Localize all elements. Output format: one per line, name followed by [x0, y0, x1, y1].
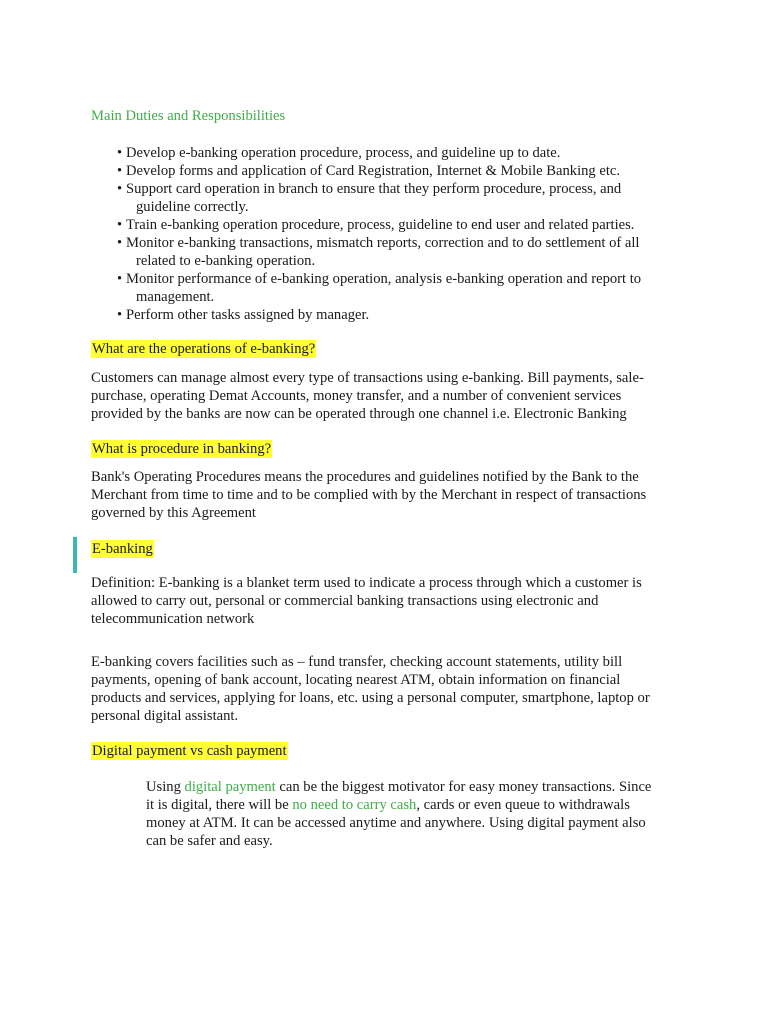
operations-paragraph: Customers can manage almost every type of transactions using e-banking. Bill payments, sale- purchase, operating Demat Accounts, money transfer, and a number of convenient services provided by the banks are now can be operated through one channel i.e. Electronic Banking — [91, 370, 644, 422]
bullet-icon: • — [117, 271, 123, 287]
bullet-icon: • — [117, 217, 123, 233]
facilities-paragraph: E-banking covers facilities such as – fund transfer, checking account statements, utility bill payments, opening of bank account, locating nearest ATM, obtain information on financial products and services, applying for loans, etc. using a personal computer, smartphone, laptop or personal digital assistant. — [91, 654, 650, 724]
procedure-paragraph: Bank's Operating Procedures means the procedures and guidelines notified by the Bank to the Merchant from time to time and to be complied with by the Merchant in respect of transactions governed by this Agreement — [91, 469, 647, 521]
digital-payment-paragraph: Using digital payment can be the biggest motivator for easy money transactions. Since it is digital, there will be no need to carry cash, cards or even queue to withdrawals money at ATM. It can be accessed anytime and anywhere. Using digital payment also can be safer and easy. — [146, 779, 652, 849]
section-marker-bar — [73, 537, 77, 573]
list-item: • Perform other tasks assigned by manager. — [117, 307, 370, 323]
no-cash-highlight: no need to carry cash — [292, 797, 417, 813]
list-item: • Develop e-banking operation procedure, process, and guideline up to date. — [117, 145, 561, 161]
bullet-icon: • — [117, 145, 123, 161]
list-item: • Monitor performance of e-banking operation, analysis e-banking operation and report to management. — [117, 271, 642, 305]
bullet-icon: • — [117, 163, 123, 179]
list-item: • Develop forms and application of Card Registration, Internet & Mobile Banking etc. — [117, 163, 621, 179]
list-item: • Train e-banking operation procedure, process, guideline to end user and related parties. — [117, 217, 635, 233]
bullet-icon: • — [117, 181, 123, 197]
digital-vs-cash-heading: Digital payment vs cash payment — [92, 743, 287, 759]
bullet-icon: • — [117, 235, 123, 251]
digital-payment-highlight: digital payment — [184, 779, 276, 795]
list-item: • Support card operation in branch to ensure that they perform procedure, process, and guideline correctly. — [117, 181, 622, 215]
question-operations-heading: What are the operations of e-banking? — [92, 341, 316, 357]
main-duties-heading: Main Duties and Responsibilities — [91, 108, 286, 124]
duties-list — [91, 144, 681, 324]
list-item: • Monitor e-banking transactions, mismatch reports, correction and to do settlement of all related to e-banking operation. — [117, 235, 640, 269]
question-procedure-heading: What is procedure in banking? — [92, 441, 272, 457]
definition-paragraph: Definition: E-banking is a blanket term used to indicate a process through which a customer is allowed to carry out, personal or commercial banking transactions using electronic and telecommunication network — [91, 575, 642, 627]
ebanking-heading: E-banking — [92, 541, 153, 557]
bullet-icon: • — [117, 307, 123, 323]
